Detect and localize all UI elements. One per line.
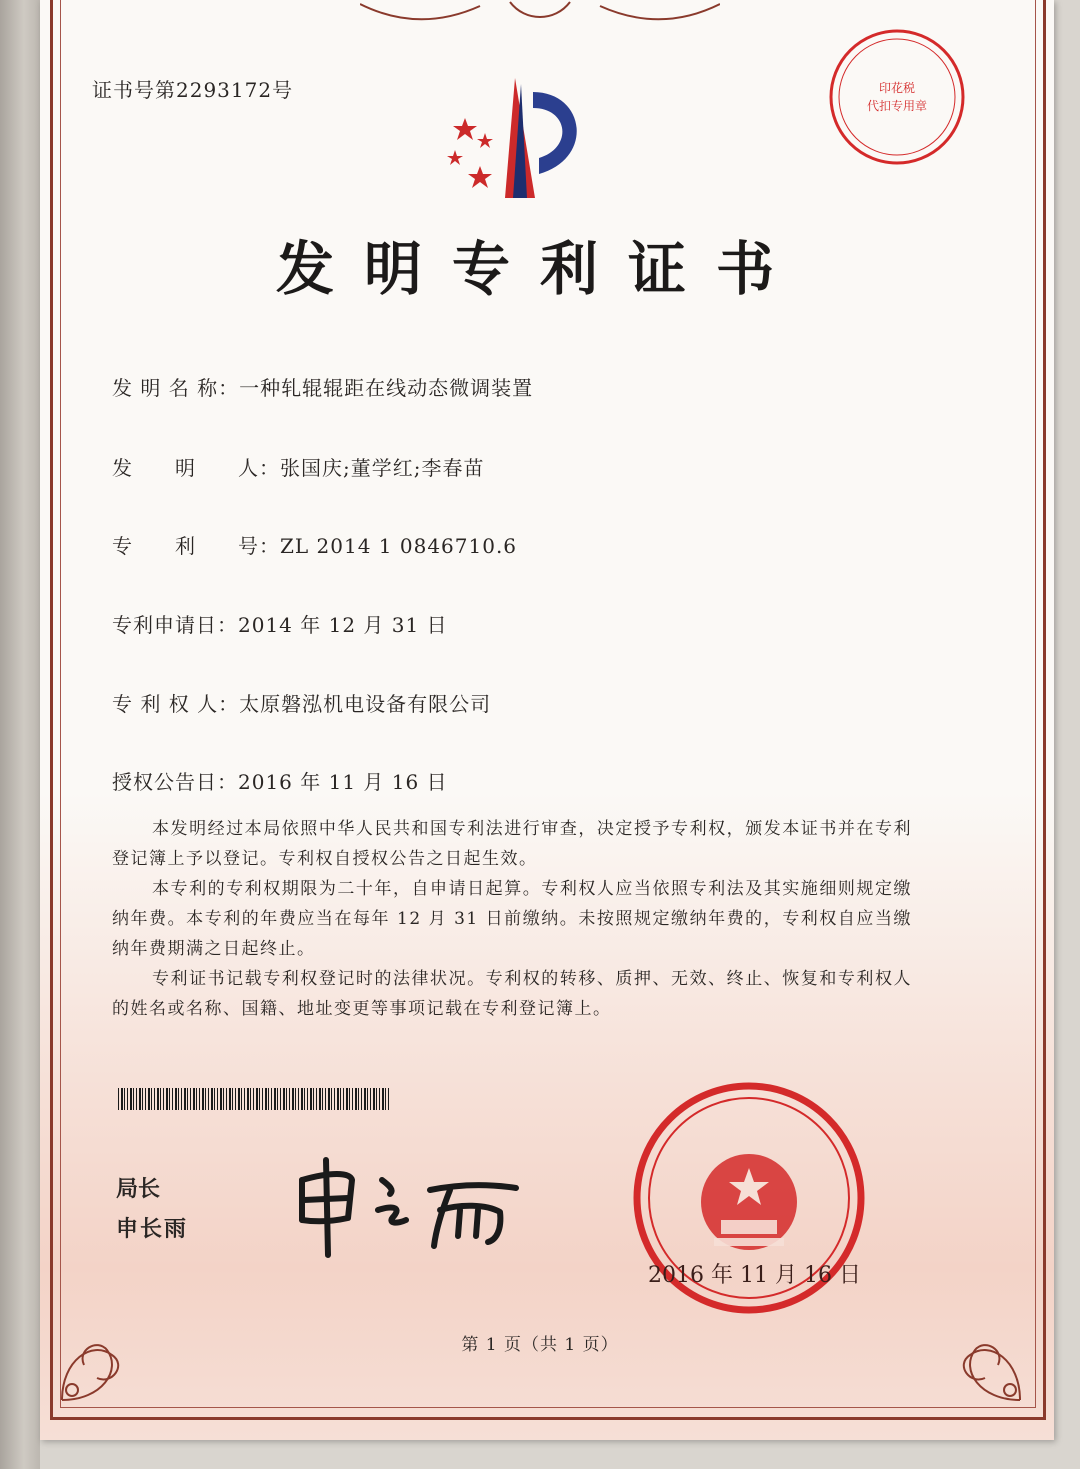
field-value: 2014 年 12 月 31 日	[238, 613, 448, 637]
top-ornament	[360, 0, 720, 26]
field-application-date	[112, 609, 448, 638]
field-label: 发 明 名 称：	[112, 376, 240, 400]
binding-spine	[0, 0, 40, 1469]
body-paragraph: 本专利的专利权期限为二十年，自申请日起算。专利权人应当依照专利法及其实施细则规定缴纳年费。本专利的年费应当在每年 12 月 31 日前缴纳。未按照规定缴纳年费的，专利权自应当缴纳年费期满之日起终止。	[112, 879, 912, 959]
field-label: 专利申请日：	[112, 613, 238, 637]
body-paragraph: 专利证书记载专利权登记时的法律状况。专利权的转移、质押、无效、终止、恢复和专利权人的姓名或名称、国籍、地址变更等事项记载在专利登记簿上。	[112, 969, 912, 1019]
field-grant-date	[112, 766, 448, 795]
page-footer: 第 1 页（共 1 页）	[461, 1335, 619, 1355]
field-invention-name	[112, 372, 533, 401]
patent-office-logo-icon	[435, 78, 605, 203]
corner-ornament-bottom-right	[920, 1300, 1030, 1410]
body-paragraph: 本发明经过本局依照中华人民共和国专利法进行审查，决定授予专利权，颁发本证书并在专利登记簿上予以登记。专利权自授权公告之日起生效。	[112, 819, 912, 869]
field-patent-number	[112, 530, 517, 559]
certificate-title: 发明专利证书	[275, 235, 804, 303]
field-label: 授权公告日：	[112, 770, 238, 794]
seal-date: 2016 年 11 月 16 日	[648, 1263, 861, 1288]
director-title: 局长	[116, 1177, 161, 1202]
field-value: 张国庆;董学红;李春苗	[280, 456, 485, 480]
certificate-body	[112, 814, 912, 1024]
svg-text:代扣专用章: 代扣专用章	[866, 99, 928, 113]
field-patentee	[112, 688, 491, 717]
field-inventors	[112, 452, 484, 481]
director-signature	[290, 1150, 530, 1260]
field-label: 专 利 权 人：	[112, 692, 240, 716]
field-value: 一种轧辊辊距在线动态微调装置	[239, 376, 534, 400]
svg-text:印花税: 印花税	[878, 81, 916, 95]
corner-ornament-bottom-left	[52, 1300, 162, 1410]
barcode	[118, 1088, 390, 1110]
director-name: 申长雨	[116, 1217, 189, 1242]
certificate-number: 证书号第2293172号	[92, 78, 294, 102]
field-value: ZL 2014 1 0846710.6	[280, 534, 518, 558]
field-value: 太原磐泓机电设备有限公司	[239, 692, 492, 716]
field-label: 专 利 号：	[112, 534, 280, 558]
field-value: 2016 年 11 月 16 日	[238, 770, 448, 794]
field-label: 发 明 人：	[112, 456, 280, 480]
tax-stamp-icon	[826, 26, 968, 168]
